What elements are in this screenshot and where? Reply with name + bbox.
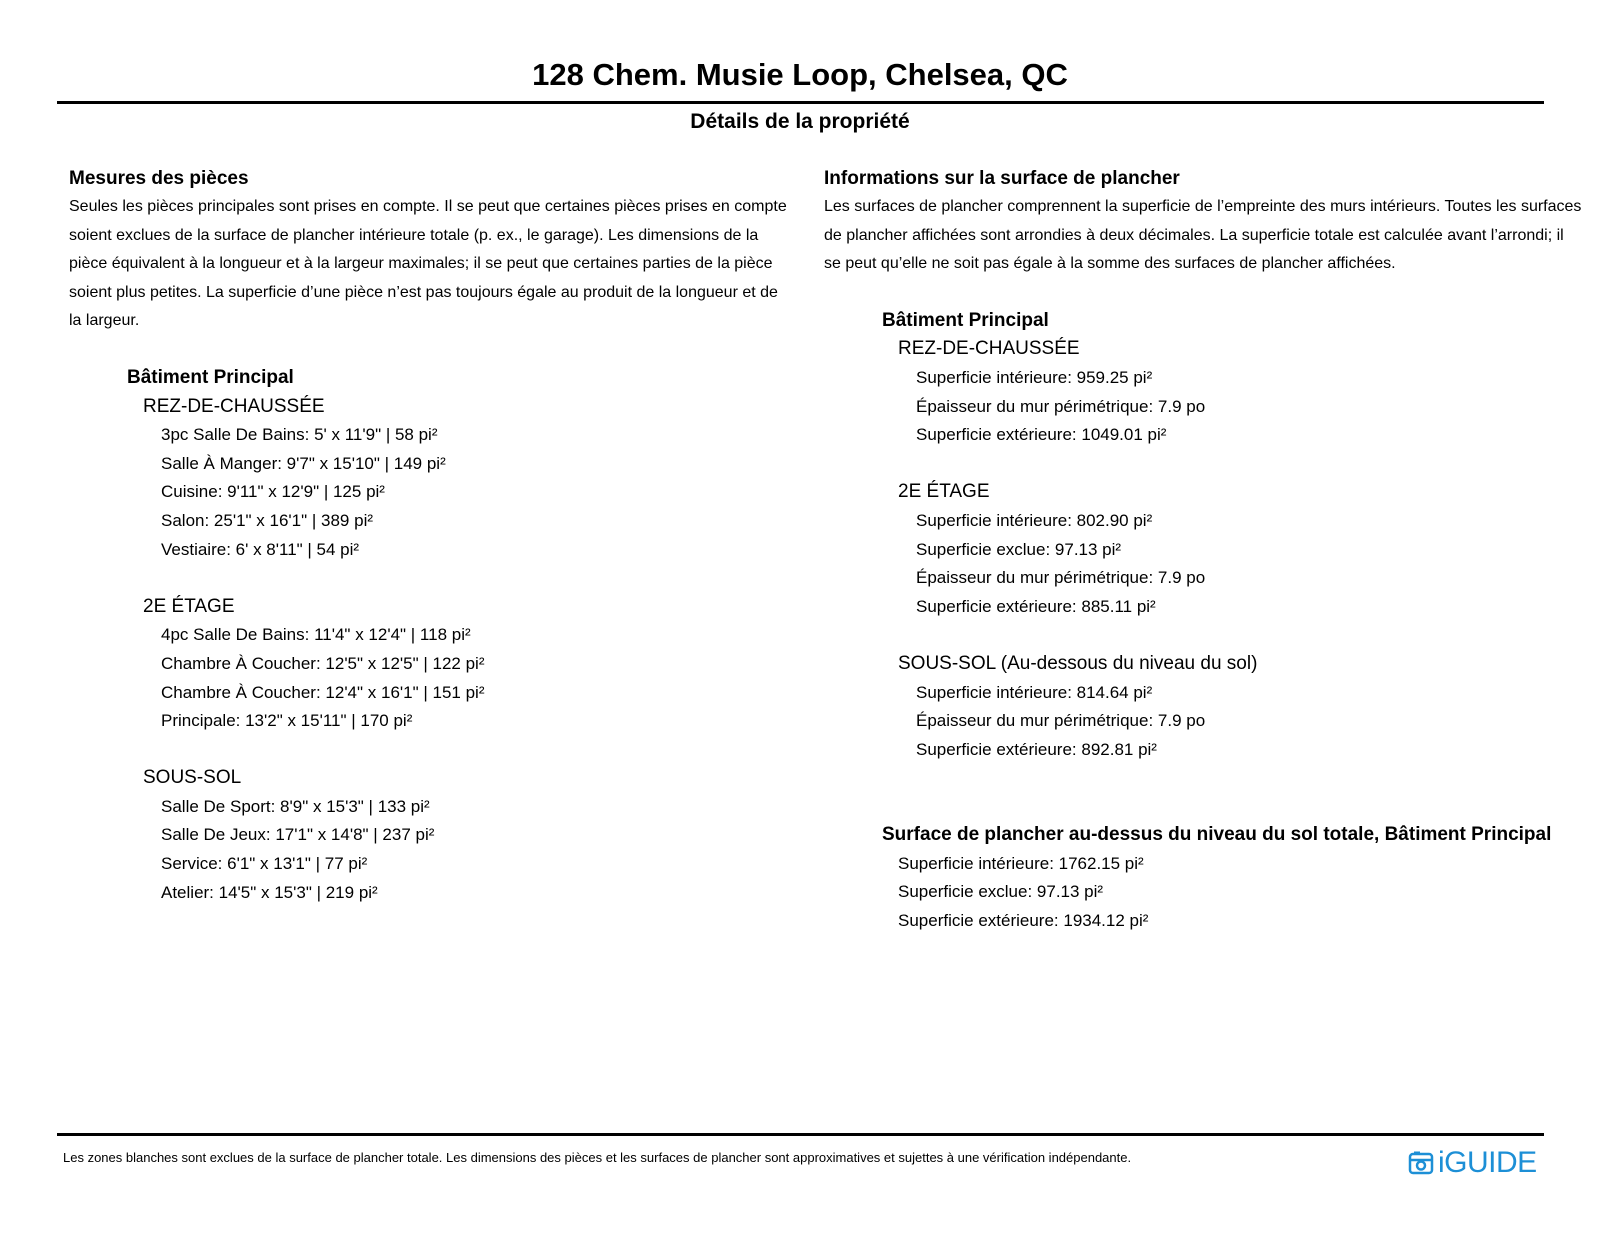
- floor-area-totals: [824, 821, 1584, 935]
- room-item: Cuisine: 9'11" x 12'9" | 125 pi²: [161, 482, 385, 502]
- area-item: Superficie intérieure: 802.90 pi²: [916, 510, 1153, 530]
- room-item: Chambre À Coucher: 12'4" x 16'1" | 151 pi²: [161, 682, 485, 702]
- room-item: Salle De Sport: 8'9" x 15'3" | 133 pi²: [161, 796, 430, 816]
- area-item: Superficie extérieure: 892.81 pi²: [916, 739, 1157, 759]
- room-measurements-description: Seules les pièces principales sont prises en compte. Il se peut que certaines pièces prises en compte soient exclues de la surface de plancher intérieure totale (p. ex., le garage). Les dimensions de la pièce équivalent à la longueur et à la largeur maximales; il se peut que certaines parties de la pièce soient plus petites. La superficie d’une pièce n’est pas toujours égale au produit de la longueur et de la largeur.: [69, 198, 787, 330]
- total-item: Superficie intérieure: 1762.15 pi²: [898, 853, 1144, 873]
- total-item: Superficie extérieure: 1934.12 pi²: [898, 911, 1149, 931]
- room-item: 3pc Salle De Bains: 5' x 11'9" | 58 pi²: [161, 425, 438, 445]
- totals-heading: Surface de plancher au-dessus du niveau du sol totale, Bâtiment Principal: [882, 824, 1552, 846]
- room-item: Chambre À Coucher: 12'5" x 12'5" | 122 pi²: [161, 653, 485, 673]
- level-name: 2E ÉTAGE: [143, 595, 235, 617]
- camera-icon: [1408, 1150, 1434, 1176]
- room-item: Salle De Jeux: 17'1" x 14'8" | 237 pi²: [161, 825, 435, 845]
- room-item: 4pc Salle De Bains: 11'4" x 12'4" | 118 pi²: [161, 625, 471, 645]
- room-item: Vestiaire: 6' x 8'11" | 54 pi²: [161, 539, 360, 559]
- room-item: Salon: 25'1" x 16'1" | 389 pi²: [161, 510, 374, 530]
- floor-area-building-name: Bâtiment Principal: [882, 309, 1049, 331]
- rooms-level-basement: [143, 764, 789, 907]
- area-item: Superficie extérieure: 1049.01 pi²: [916, 425, 1167, 445]
- logo-text: iGUIDE: [1438, 1146, 1537, 1179]
- area-item: Superficie intérieure: 959.25 pi²: [916, 367, 1153, 387]
- area-item: Épaisseur du mur périmétrique: 7.9 po: [916, 711, 1206, 731]
- page-title: 128 Chem. Musie Loop, Chelsea, QC: [532, 57, 1068, 92]
- room-measurements-section: [69, 165, 789, 907]
- room-item: Service: 6'1" x 13'1" | 77 pi²: [161, 854, 368, 874]
- room-measurements-heading: Mesures des pièces: [69, 168, 249, 189]
- level-name: SOUS-SOL: [143, 767, 242, 789]
- rooms-level-second: [143, 593, 789, 736]
- footer-divider: [57, 1133, 1544, 1136]
- area-level-basement: [898, 650, 1584, 764]
- room-item: Salle À Manger: 9'7" x 15'10" | 149 pi²: [161, 453, 446, 473]
- area-item: Superficie exclue: 97.13 pi²: [916, 539, 1122, 559]
- level-name: REZ-DE-CHAUSSÉE: [898, 338, 1080, 360]
- footer-note: Les zones blanches sont exclues de la surface de plancher totale. Les dimensions des pièces et les surfaces de plancher sont approximatives et sujettes à une vérification indépendante.: [63, 1150, 1132, 1165]
- area-item: Superficie intérieure: 814.64 pi²: [916, 682, 1153, 702]
- level-name: SOUS-SOL (Au-dessous du niveau du sol): [898, 652, 1258, 674]
- area-item: Épaisseur du mur périmétrique: 7.9 po: [916, 568, 1206, 588]
- room-item: Atelier: 14'5" x 15'3" | 219 pi²: [161, 882, 378, 902]
- area-item: Superficie extérieure: 885.11 pi²: [916, 596, 1156, 616]
- iguide-logo: [1408, 1146, 1537, 1180]
- area-level-ground: [898, 335, 1584, 449]
- room-item: Principale: 13'2" x 15'11" | 170 pi²: [161, 711, 413, 731]
- area-item: Épaisseur du mur périmétrique: 7.9 po: [916, 396, 1206, 416]
- page-subtitle: Détails de la propriété: [690, 110, 910, 133]
- floor-area-description: Les surfaces de plancher comprennent la superficie de l’empreinte des murs intérieurs. Toutes les surfaces de plancher affichées sont arrondies à deux décimales. La superficie totale est calculée avant l’arrondi; il se peut qu’elle ne soit pas égale à la somme des surfaces de plancher affichées.: [824, 198, 1582, 273]
- area-level-second: [898, 478, 1584, 621]
- level-name: 2E ÉTAGE: [898, 481, 990, 503]
- level-name: REZ-DE-CHAUSSÉE: [143, 395, 325, 417]
- rooms-building-name: Bâtiment Principal: [127, 366, 294, 388]
- header-divider: [57, 101, 1544, 104]
- floor-area-section: [824, 165, 1584, 936]
- rooms-level-ground: [143, 393, 789, 565]
- floor-area-heading: Informations sur la surface de plancher: [824, 168, 1180, 189]
- total-item: Superficie exclue: 97.13 pi²: [898, 882, 1104, 902]
